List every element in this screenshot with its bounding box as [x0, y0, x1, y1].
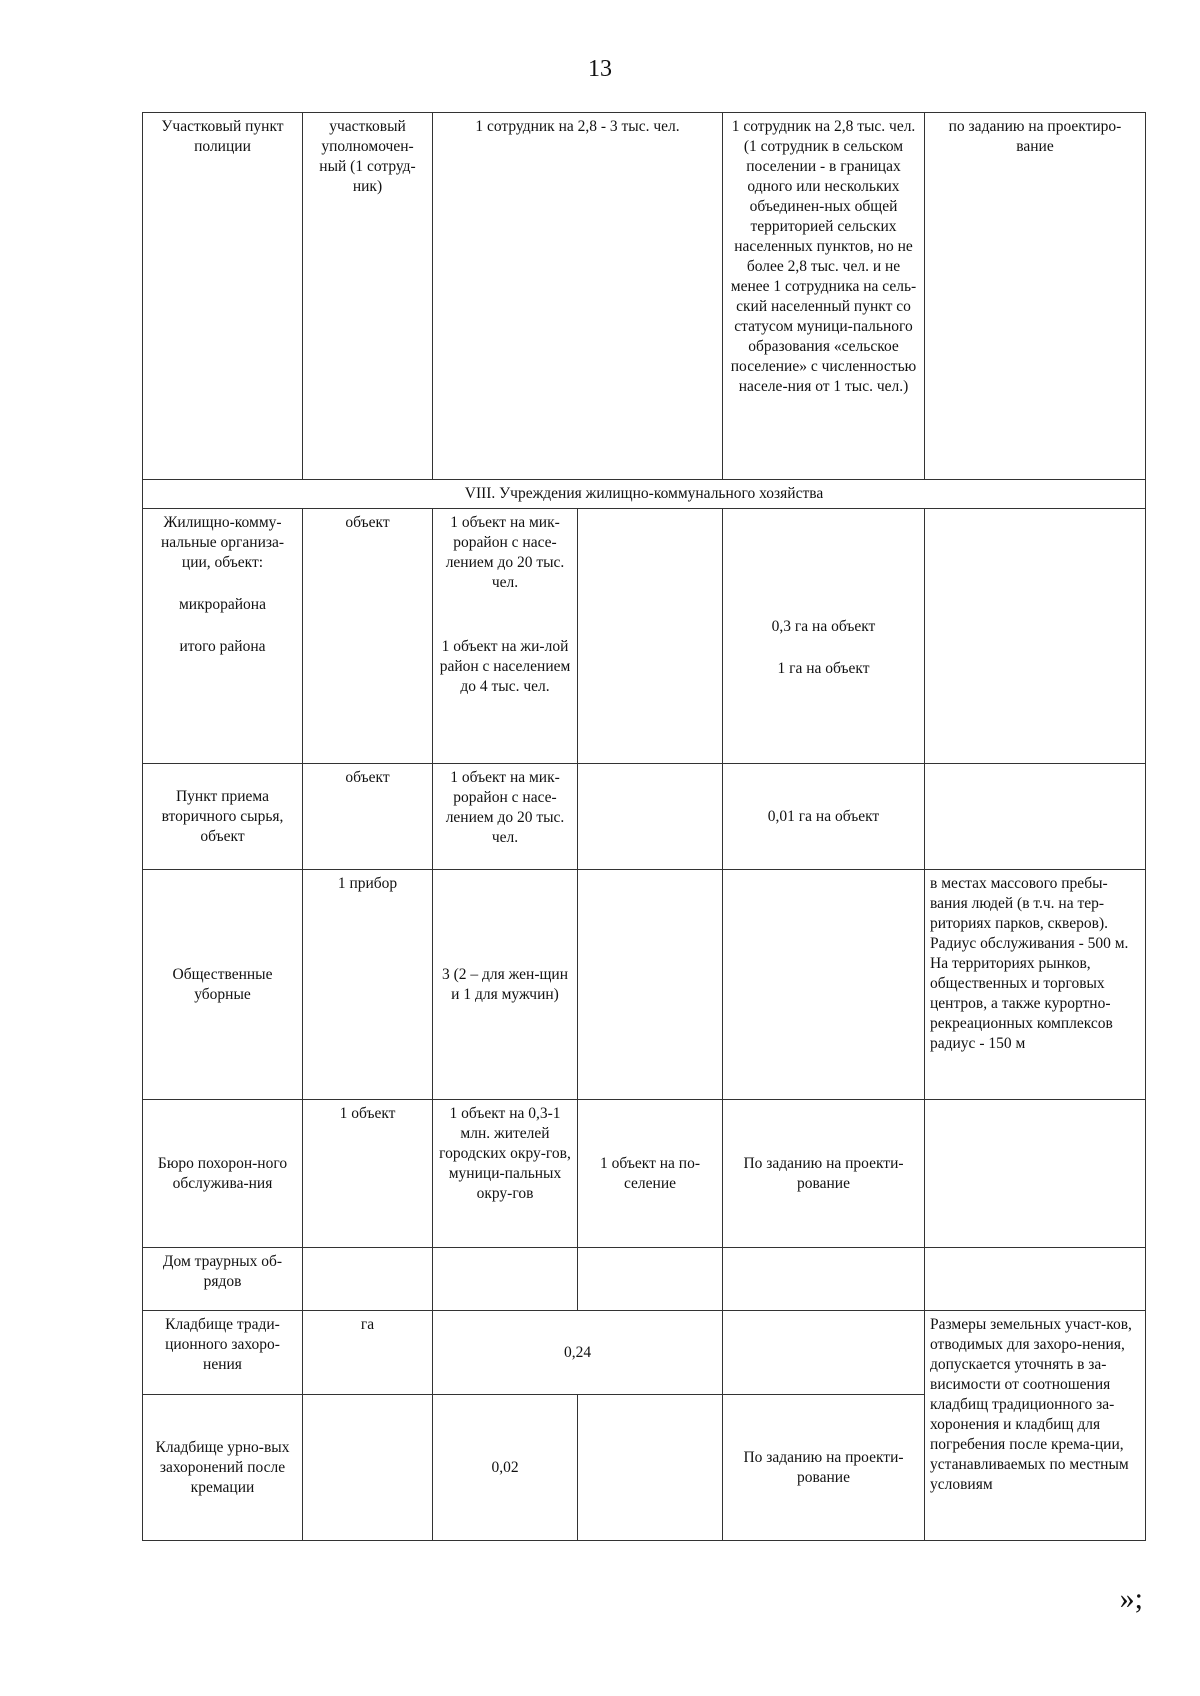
note-cell — [925, 764, 1146, 870]
facility-name: Кладбище урно-вых захоронений после кремации — [143, 1395, 303, 1541]
unit-cell: участковый уполномочен-ный (1 сотруд-ник) — [303, 113, 433, 480]
norm-rural-cell — [578, 1395, 723, 1541]
norm-urban-cell: 1 сотрудник на 2,8 - 3 тыс. чел. — [433, 113, 723, 480]
facility-name: Пункт приема вторичного сырья, объект — [143, 764, 303, 870]
unit-cell: га — [303, 1311, 433, 1395]
note-cell: по заданию на проектиро-вание — [925, 113, 1146, 480]
facility-name: Общественные уборные — [143, 870, 303, 1100]
norm-district: 1 объект на мик-рорайон с насе-лением до 20 тыс. чел. — [445, 514, 565, 591]
norm-urban-cell — [433, 1248, 578, 1311]
facility-name: Кладбище тради-ционного захоро-нения — [143, 1311, 303, 1395]
area-total: 1 га на объект — [777, 660, 870, 677]
norm-urban-cell: 1 объект на 0,3-1 млн. жителей городских окру-гов, муници-пальных окру-гов — [433, 1100, 578, 1248]
note-cell: Размеры земельных участ-ков, отводимых для захоро-нения, допускается уточнять в за-висимости от соотношения кладбищ традиционного за-хоронения и кладбищ для погребения после крема-ции, устанавливаемых по местным условиям — [925, 1311, 1146, 1541]
note-cell: в местах массового пребы-вания людей (в т.ч. на тер-риториях парков, скверов). Радиус обслуживания - 500 м. На территориях рынков, общественных и торговых центров, а также курортно-рекреационных комплексов радиус - 150 м — [925, 870, 1146, 1100]
facility-name: Дом траурных об-рядов — [143, 1248, 303, 1311]
norm-rural-cell — [578, 509, 723, 764]
norm-urban-cell: 0,02 — [433, 1395, 578, 1541]
area-cell: 0,01 га на объект — [723, 764, 925, 870]
page-number: 13 — [588, 56, 612, 82]
norm-rural-cell: 1 объект на по-селение — [578, 1100, 723, 1248]
norm-rural-cell — [578, 1248, 723, 1311]
facility-sub-total: итого района — [179, 638, 266, 655]
note-cell — [925, 1248, 1146, 1311]
norm-residential-area: 1 объект на жи-лой район с населением до 4 тыс. чел. — [439, 638, 571, 695]
facility-sub-district: микрорайона — [179, 596, 266, 613]
unit-cell: объект — [303, 509, 433, 764]
table-row-police — [143, 113, 1146, 480]
table-row-housing — [143, 509, 1146, 764]
unit-cell: объект — [303, 764, 433, 870]
area-cell: По заданию на проекти-рование — [723, 1395, 925, 1541]
unit-cell: 1 объект — [303, 1100, 433, 1248]
table-row-toilets — [143, 870, 1146, 1100]
norm-urban-cell: 3 (2 – для жен-щин и 1 для мужчин) — [433, 870, 578, 1100]
closing-quote-mark: »; — [1119, 1582, 1143, 1615]
area-cell — [723, 870, 925, 1100]
table-row-cemetery-traditional — [143, 1311, 1146, 1395]
area-district: 0,3 га на объект — [771, 618, 876, 635]
unit-cell — [303, 1395, 433, 1541]
area-cell — [723, 509, 925, 764]
norms-table — [142, 112, 1146, 1541]
unit-cell: 1 прибор — [303, 870, 433, 1100]
note-cell — [925, 1100, 1146, 1248]
area-cell — [723, 1311, 925, 1395]
facility-name — [143, 509, 303, 764]
facility-name: Бюро похорон-ного обслужива-ния — [143, 1100, 303, 1248]
norm-rural-cell — [578, 870, 723, 1100]
facility-name-main: Жилищно-комму-нальные организа-ции, объект: — [160, 514, 285, 571]
area-cell — [723, 1248, 925, 1311]
norm-urban-cell — [433, 509, 578, 764]
norm-rural-cell — [578, 764, 723, 870]
table-row-funeral-house — [143, 1248, 1146, 1311]
section-heading-row — [143, 480, 1146, 509]
section-title: VIII. Учреждения жилищно-коммунального хозяйства — [143, 480, 1146, 509]
facility-name: Участковый пункт полиции — [143, 113, 303, 480]
norm-urban-cell: 1 объект на мик-рорайон с насе-лением до 20 тыс. чел. — [433, 764, 578, 870]
unit-cell — [303, 1248, 433, 1311]
area-cell: По заданию на проекти-рование — [723, 1100, 925, 1248]
norm-rural-cell: 1 сотрудник на 2,8 тыс. чел. (1 сотрудник в сельском поселении - в границах одного или нескольких объединен-ных общей территорией сельских населенных пунктов, но не более 2,8 тыс. чел. и не менее 1 сотрудника на сель-ский населенный пункт со статусом муници-пального образования «сельское поселение» с численностью населе-ния от 1 тыс. чел.) — [723, 113, 925, 480]
norm-cell: 0,24 — [433, 1311, 723, 1395]
note-cell — [925, 509, 1146, 764]
table-row-recycling — [143, 764, 1146, 870]
table-row-funeral-bureau — [143, 1100, 1146, 1248]
